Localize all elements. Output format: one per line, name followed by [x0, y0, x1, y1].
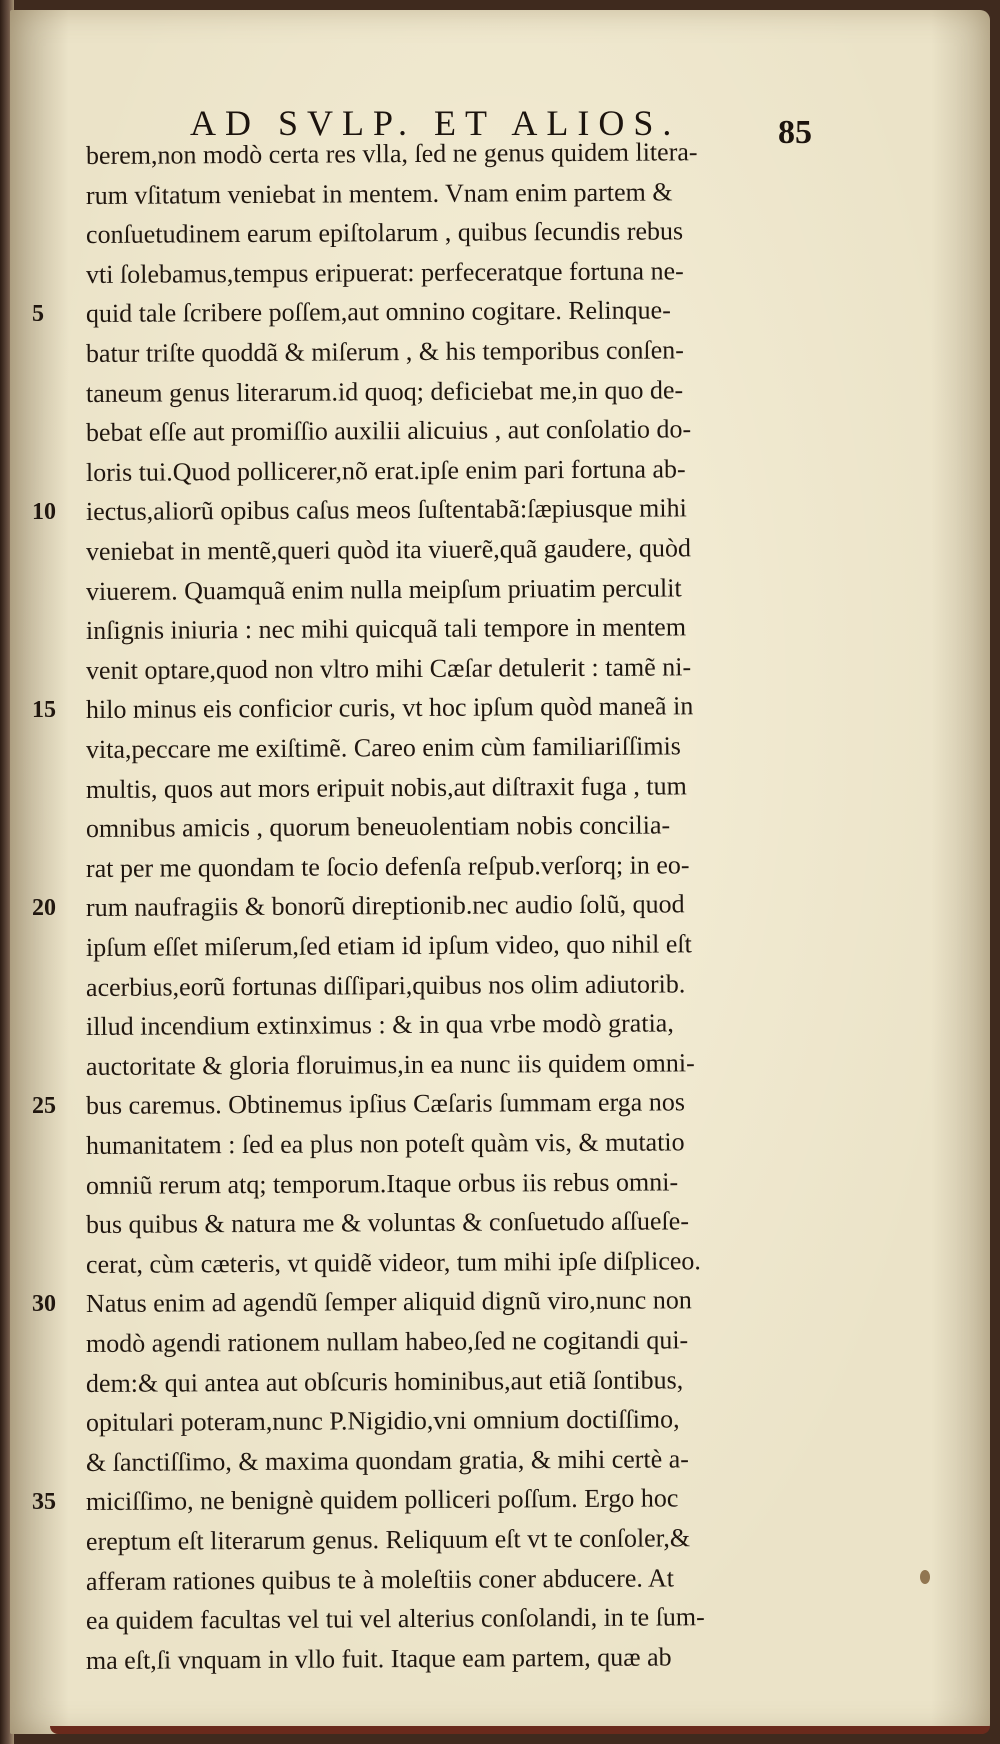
line-number: 35 [32, 1489, 56, 1516]
line-number: 20 [32, 895, 56, 922]
line-number: 30 [32, 1291, 56, 1318]
text-line: viuerem. Quamquã enim nulla meipſum priuatim perculit [85, 572, 682, 606]
text-line: veniebat in mentẽ,queri quòd ita viuerẽ,quã gaudere, quòd [85, 533, 692, 566]
text-line: vti ſolebamus,tempus eripuerat: perfeceratque fortuna ne- [85, 256, 684, 289]
line-number: 10 [32, 499, 56, 526]
text-line: rum naufragiis & bonorũ direptionib.nec audio ſolũ, quod [85, 889, 685, 923]
text-line: bus caremus. Obtinemus ipſius Cæſaris ſummam erga nos [85, 1087, 685, 1121]
text-line: ipſum eſſet miſerum,ſed etiam id ipſum video, quo nihil eſt [85, 929, 692, 962]
text-line: cerat, cùm cæteris, vt quidẽ videor, tum mihi ipſe diſpliceo. [85, 1246, 701, 1279]
text-line: bus quibus & natura me & voluntas & conſuetudo aſſueſe- [85, 1206, 690, 1240]
text-line: auctoritate & gloria floruimus,in ea nunc iis quidem omni- [85, 1048, 695, 1081]
line-number: 15 [32, 697, 56, 724]
text-line: ma eſt,ſi vnquam in vllo fuit. Itaque eam partem, quæ ab [85, 1642, 672, 1675]
text-line: afferam rationes quibus te à moleſtiis coner abducere. At [85, 1563, 674, 1596]
text-line: inſignis iniuria : nec mihi quicquã tali tempore in mentem [85, 612, 687, 646]
book-page [10, 10, 990, 1734]
text-line: omniũ rerum atq; temporum.Itaque orbus iis rebus omni- [85, 1166, 679, 1200]
text-line: miciſſimo, ne benignè quidem polliceri poſſum. Ergo hoc [85, 1483, 679, 1517]
text-line: multis, quos aut mors eripuit nobis,aut diſtraxit fuga , tum [85, 770, 687, 804]
ink-stain [920, 1570, 930, 1584]
text-line: omnibus amicis , quorum beneuolentiam nobis concilia- [85, 810, 671, 844]
text-line: vita,peccare me exiſtimẽ. Careo enim cùm familiariſſimis [85, 731, 681, 764]
text-line: ereptum eſt literarum genus. Reliquum eſt vt te conſoler,& [85, 1523, 691, 1556]
text-line: illud incendium extinximus : & in qua vrbe modò gratia, [85, 1008, 674, 1042]
text-line: acerbius,eorũ fortunas diſſipari,quibus nos olim adiutorib. [85, 968, 686, 1002]
text-line: bebat eſſe aut promiſſio auxilii alicuius , aut conſolatio do- [85, 414, 692, 448]
text-line: taneum genus literarum.id quoq; deficiebat me,in quo de- [85, 374, 684, 408]
line-number: 25 [32, 1093, 56, 1120]
text-line: iectus,aliorũ opibus caſus meos ſuſtentabã:ſæpiusque mihi [85, 493, 687, 527]
text-line: hilo minus eis conficior curis, vt hoc ipſum quòd maneã in [85, 691, 694, 725]
text-line: opitulari poteram,nunc P.Nigidio,vni omnium doctiſſimo, [85, 1404, 680, 1438]
text-line: rum vſitatum veniebat in mentem. Vnam enim partem & [85, 177, 673, 210]
line-number: 5 [32, 301, 44, 328]
text-line: batur triſte quoddã & miſerum , & his temporibus conſen- [85, 335, 684, 368]
text-line: berem,non modò certa res vlla, ſed ne genus quidem litera- [85, 137, 698, 170]
text-line: venit optare,quod non vltro mihi Cæſar detulerit : tamẽ ni- [85, 652, 692, 685]
running-title: AD SVLP. ET ALIOS. [190, 103, 681, 143]
page-number: 85 [778, 114, 812, 151]
page-edge [50, 1726, 990, 1734]
text-line: loris tui.Quod pollicerer,nõ erat.ipſe enim pari fortuna ab- [85, 454, 686, 487]
text-line: ea quidem facultas vel tui vel alterius conſolandi, in te ſum- [85, 1602, 705, 1636]
text-line: conſuetudinem earum epiſtolarum , quibus ſecundis rebus [85, 216, 684, 250]
text-line: quid tale ſcribere poſſem,aut omnino cogitare. Relinque- [85, 295, 671, 329]
text-line: dem:& qui antea aut obſcuris hominibus,aut etiã ſontibus, [85, 1364, 684, 1398]
text-line: modò agendi rationem nullam habeo,ſed ne cogitandi qui- [85, 1325, 689, 1358]
text-line: & ſanctiſſimo, & maxima quondam gratia, & mihi certè a- [85, 1444, 689, 1477]
text-line: Natus enim ad agendũ ſemper aliquid dignũ viro,nunc non [85, 1285, 692, 1319]
text-line: rat per me quondam te ſocio defenſa reſpub.verſorq; in eo- [85, 850, 690, 883]
text-line: humanitatem : ſed ea plus non poteſt quàm vis, & mutatio [85, 1127, 685, 1160]
